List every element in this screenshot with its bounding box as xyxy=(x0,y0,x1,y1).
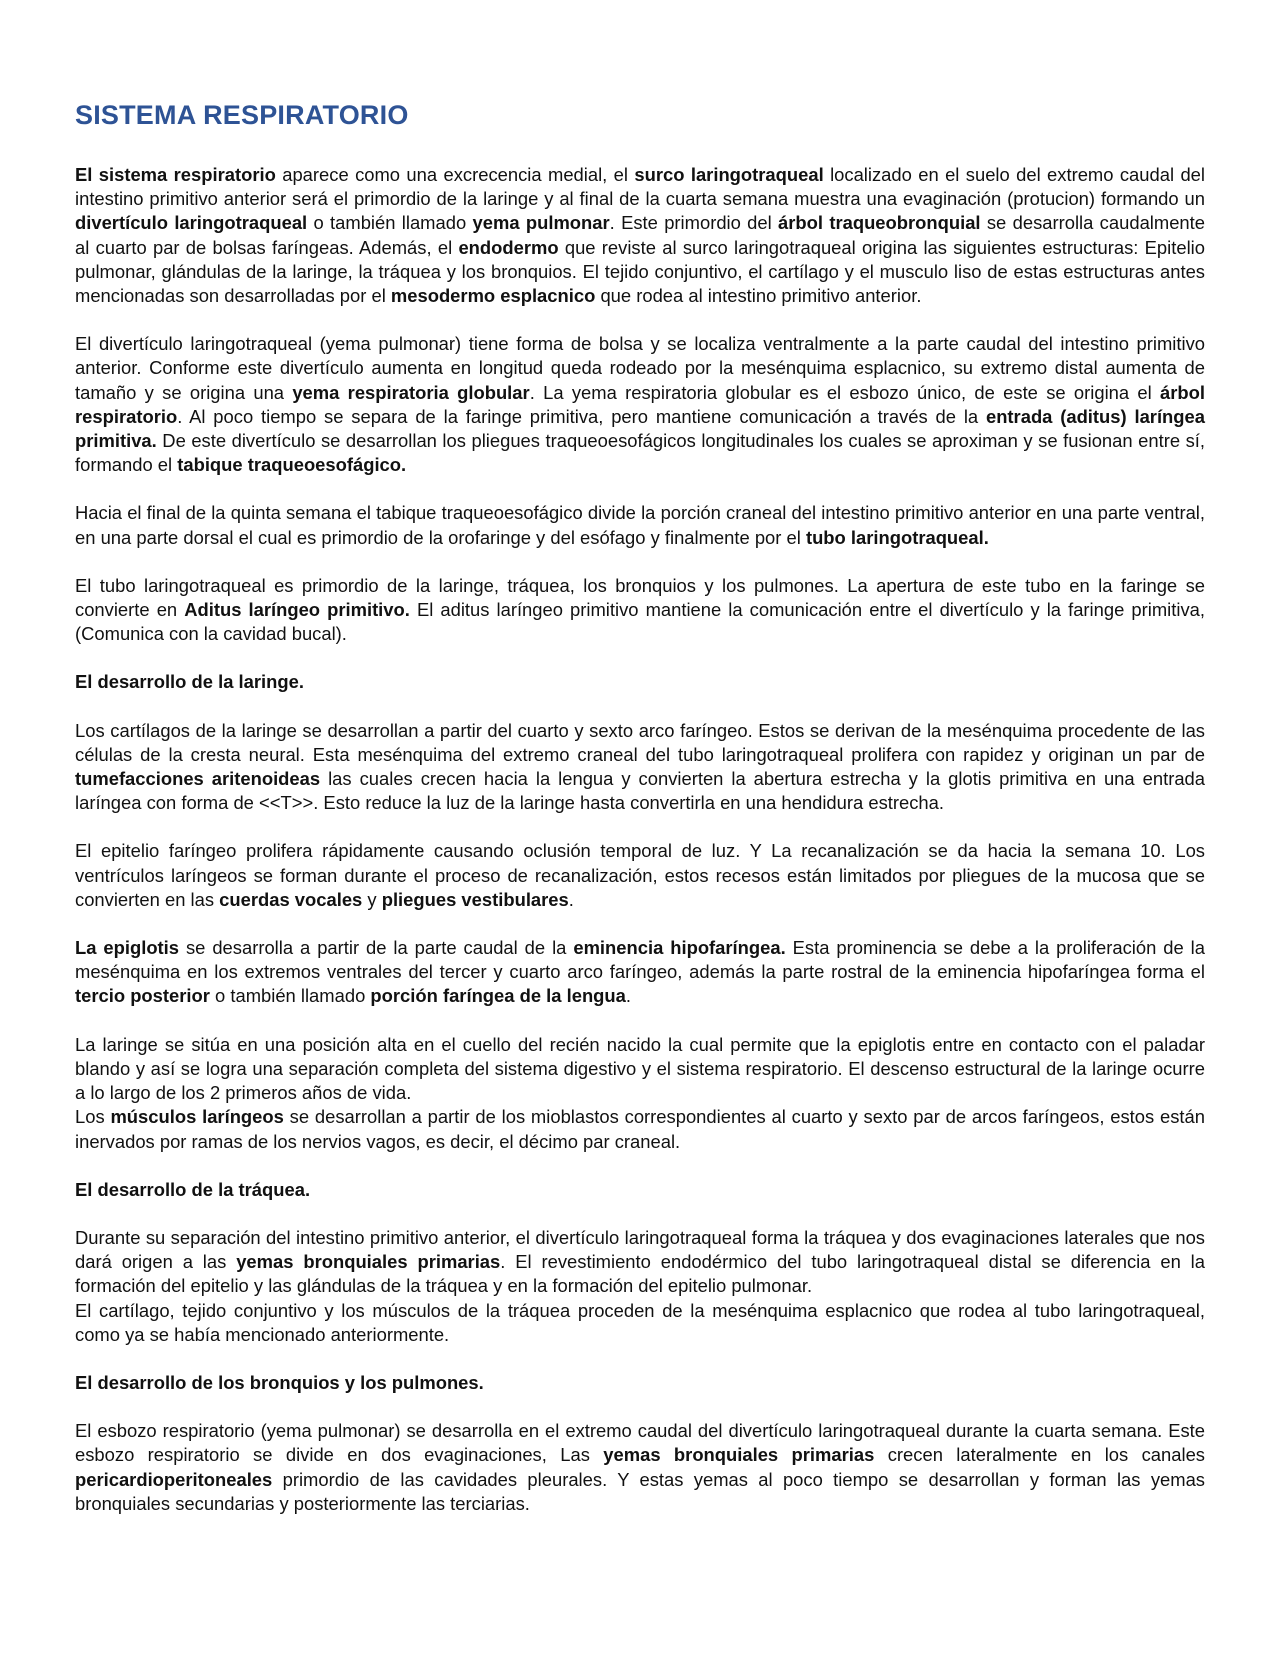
paragraph xyxy=(75,332,1205,477)
text-run: El cartílago, tejido conjuntivo y los músculos de la tráquea proceden de la mesénquima esplacnico que rodea al tubo laringotraqueal, como ya se había mencionado anteriormente. xyxy=(75,1299,1205,1345)
text-run: localizado en el suelo del extremo caudal del intestino primitivo anterior será el primordio de la laringe y al final de la cuarta semana muestra una evaginación (protucion) formando un xyxy=(75,164,1205,210)
bold-term: músculos laríngeos xyxy=(110,1106,284,1128)
bold-term: cuerdas vocales xyxy=(219,888,363,910)
bold-term: endodermo xyxy=(458,236,559,258)
text-run: . xyxy=(625,985,632,1007)
text-run: o también llamado xyxy=(307,212,473,234)
text-run: crecen lateralmente en los canales xyxy=(874,1444,1206,1466)
text-run: El epitelio faríngeo prolifera rápidamente causando oclusión temporal de luz. Y La recanalización se da hacia la semana 10. Los ventrículos laríngeos se forman durante el proceso de recanalización, estos recesos están limitados por pliegues de la mucosa que se convierten en las xyxy=(75,840,1205,910)
bold-term: Aditus laríngeo primitivo. xyxy=(184,599,410,621)
paragraph xyxy=(75,936,1205,1009)
bold-term: árbol respiratorio xyxy=(75,381,1205,427)
paragraph xyxy=(75,1033,1205,1106)
paragraph xyxy=(75,1419,1205,1516)
paragraph xyxy=(75,501,1205,549)
bold-term: tabique traqueoesofágico. xyxy=(177,454,407,476)
bold-term: surco laringotraqueal xyxy=(634,164,824,185)
paragraph xyxy=(75,1299,1205,1347)
text-run: Los xyxy=(75,1106,111,1128)
text-run: . Al poco tiempo se separa de la faringe primitiva, pero mantiene comunicación a través de la xyxy=(177,405,986,427)
text-run: o también llamado xyxy=(209,985,371,1007)
bold-term: La epiglotis xyxy=(75,937,180,959)
text-run: Los cartílagos de la laringe se desarrollan a partir del cuarto y sexto arco faríngeo. Estos se derivan de la mesénquima procedente de las células de la cresta neural. Esta mesénquima del extremo craneal del tubo laringotraqueal prolifera con rapidez y originan un par de xyxy=(75,719,1205,765)
bold-term: tercio posterior xyxy=(75,985,210,1007)
bold-term: yema respiratoria globular xyxy=(292,381,530,403)
text-run: El esbozo respiratorio (yema pulmonar) se desarrolla en el extremo caudal del divertículo laringotraqueal durante la cuarta semana. Este esbozo respiratorio se divide en dos evaginaciones, Las xyxy=(75,1420,1205,1466)
bold-term: tumefacciones aritenoideas xyxy=(75,768,321,790)
text-run: primordio de las cavidades pleurales. Y estas yemas al poco tiempo se desarrollan y forman las yemas bronquiales secundarias y posteriormente las terciarias. xyxy=(75,1468,1205,1514)
text-run: aparece como una excrecencia medial, el xyxy=(275,164,635,185)
paragraph xyxy=(75,1105,1205,1153)
bold-term: entrada (aditus) laríngea primitiva. xyxy=(75,405,1205,452)
section-heading-bronquios: El desarrollo de los bronquios y los pulmones. xyxy=(75,1371,484,1393)
text-run: que reviste al surco laringotraqueal origina las siguientes estructuras: Epitelio pulmonar, glándulas de la laringe, la tráquea y los bronquios. El tejido conjuntivo, el cartílago y el musculo liso de estas estructuras antes mencionadas son desarrolladas por el xyxy=(75,236,1205,307)
section-heading-traquea: El desarrollo de la tráquea. xyxy=(75,1178,311,1200)
bold-term: eminencia hipofaríngea. xyxy=(573,937,786,959)
text-run: El tubo laringotraqueal es primordio de la laringe, tráquea, los bronquios y los pulmones. La apertura de este tubo en la faringe se convierte en xyxy=(75,574,1205,621)
section-heading-laringe: El desarrollo de la laringe. xyxy=(75,671,304,693)
paragraph xyxy=(75,719,1205,816)
text-run: Esta prominencia se debe a la proliferación de la mesénquima en los extremos ventrales del tercer y cuarto arco faríngeo, además la parte rostral de la eminencia hipofaríngea forma el xyxy=(75,937,1205,983)
text-run: Hacia el final de la quinta semana el tabique traqueoesofágico divide la porción craneal del intestino primitivo anterior en una parte ventral, en una parte dorsal el cual es primordio de la orofaringe y del esófago y finalmente por el xyxy=(75,502,1205,548)
text-run: La laringe se sitúa en una posición alta en el cuello del recién nacido la cual permite que la epiglotis entre en contacto con el paladar blando y así se logra una separación completa del sistema digestivo y el sistema respiratorio. El descenso estructural de la laringe ocurre a lo largo de los 2 primeros años de vida. xyxy=(75,1033,1205,1104)
text-run: se desarrollan a partir de los mioblastos correspondientes al cuarto y sexto par de arcos faríngeos, estos están inervados por ramas de los nervios vagos, es decir, el décimo par craneal. xyxy=(75,1106,1205,1152)
bold-term: yemas bronquiales primarias xyxy=(603,1444,875,1466)
bold-term: pliegues vestibulares xyxy=(381,888,569,910)
bold-term: mesodermo esplacnico xyxy=(390,285,596,307)
paragraph xyxy=(75,839,1205,912)
paragraph xyxy=(75,574,1205,647)
page-title: SISTEMA RESPIRATORIO xyxy=(75,100,409,130)
paragraph xyxy=(75,1226,1205,1299)
text-run: las cuales crecen hacia la lengua y convierten la abertura estrecha y la glotis primitiva en una entrada laríngea con forma de <<T>>. Esto reduce la luz de la laringe hasta convertirla en una hendidura estrecha. xyxy=(75,768,1205,814)
text-run: . xyxy=(568,888,574,910)
bold-term: yema pulmonar xyxy=(472,212,610,234)
text-run: De este divertículo se desarrollan los pliegues traqueoesofágicos longitudinales los cuales se aproximan y se fusionan entre sí, formando el xyxy=(75,430,1205,476)
text-run: El aditus laríngeo primitivo mantiene la comunicación entre el divertículo y la faringe primitiva, (Comunica con la cavidad bucal). xyxy=(75,599,1205,645)
text-run: que rodea al intestino primitivo anterior. xyxy=(595,285,922,307)
text-run: . La yema respiratoria globular es el esbozo único, de este se origina el xyxy=(529,381,1161,403)
text-run: y xyxy=(362,888,382,910)
text-run: . El revestimiento endodérmico del tubo laringotraqueal distal se diferencia en la formación del epitelio y las glándulas de la tráquea y en la formación del epitelio pulmonar. xyxy=(75,1251,1205,1297)
bold-term: El sistema respiratorio xyxy=(75,164,276,185)
bold-term: pericardioperitoneales xyxy=(75,1468,273,1490)
bold-term: árbol traqueobronquial xyxy=(778,212,981,234)
text-run: se desarrolla caudalmente al cuarto par de bolsas faríngeas. Además, el xyxy=(75,212,1205,258)
text-run: . Este primordio del xyxy=(609,212,779,234)
paragraph xyxy=(75,163,1205,308)
bold-term: yemas bronquiales primarias xyxy=(236,1251,501,1273)
text-run: Durante su separación del intestino primitivo anterior, el divertículo laringotraqueal forma la tráquea y dos evaginaciones laterales que nos dará origen a las xyxy=(75,1226,1205,1273)
text-run: se desarrolla a partir de la parte caudal de la xyxy=(179,937,574,959)
bold-term: porción faríngea de la lengua xyxy=(370,985,626,1007)
bold-term: tubo laringotraqueal. xyxy=(805,526,989,548)
text-run: El divertículo laringotraqueal (yema pulmonar) tiene forma de bolsa y se localiza ventralmente a la parte caudal del intestino primitivo anterior. Conforme este divertículo aumenta en longitud queda rodeado por la mesénquima esplacnico, su extremo distal aumenta de tamaño y se origina una xyxy=(75,333,1205,403)
bold-term: divertículo laringotraqueal xyxy=(75,212,308,234)
